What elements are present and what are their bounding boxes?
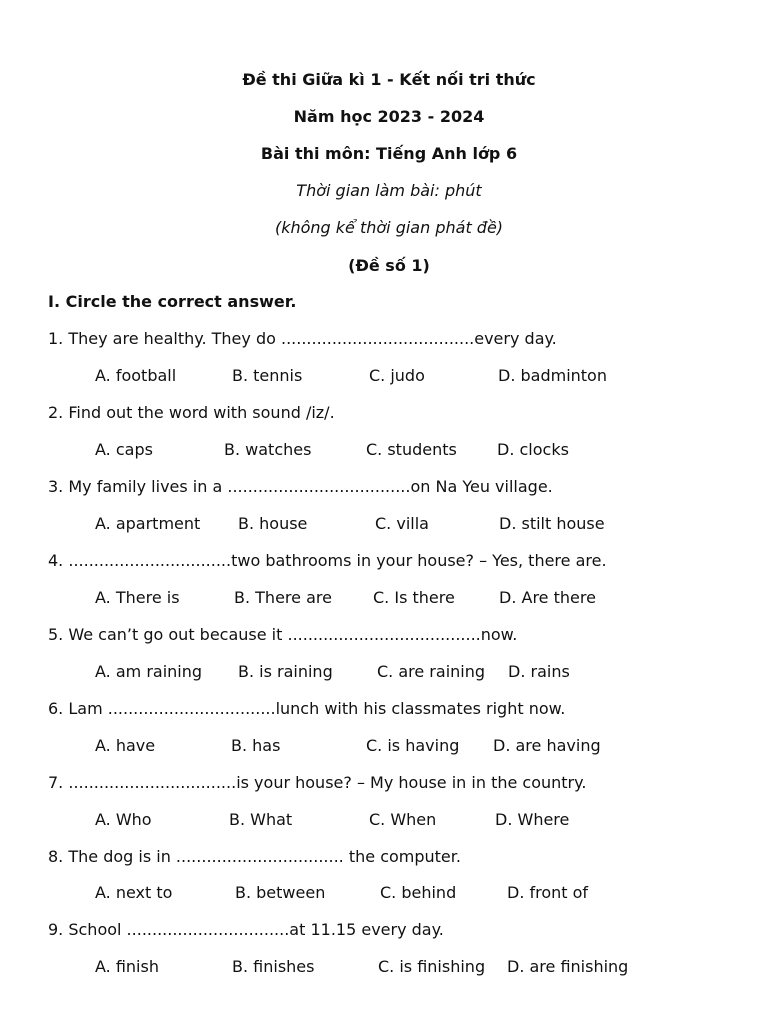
q7-option-c: C. When — [369, 810, 437, 829]
q6-option-b: B. has — [231, 736, 281, 755]
question-8: 8. The dog is in ................................. the computer. — [48, 847, 461, 866]
time-line: Thời gian làm bài: phút — [296, 181, 482, 200]
q7-option-b: B. What — [229, 810, 293, 829]
section-heading: I. Circle the correct answer. — [48, 292, 297, 311]
exam-version: (Đề số 1) — [348, 256, 430, 275]
q8-option-b: B. between — [235, 883, 326, 902]
q9-option-c: C. is finishing — [378, 957, 486, 976]
q7-option-d: D. Where — [495, 810, 570, 829]
q3-option-b: B. house — [238, 514, 308, 533]
q2-option-b: B. watches — [224, 440, 312, 459]
q5-option-b: B. is raining — [238, 662, 333, 681]
school-year: Năm học 2023 - 2024 — [293, 107, 485, 126]
q6-option-a: A. have — [95, 736, 156, 755]
q1-option-c: C. judo — [369, 366, 425, 385]
q9-option-d: D. are finishing — [507, 957, 629, 976]
q1-option-a: A. football — [95, 366, 177, 385]
q7-option-a: A. Who — [95, 810, 152, 829]
q4-option-c: C. Is there — [373, 588, 455, 607]
question-6: 6. Lam .................................lunch with his classmates right now. — [48, 699, 566, 718]
q9-option-a: A. finish — [95, 957, 159, 976]
q8-option-d: D. front of — [507, 883, 589, 902]
q1-option-b: B. tennis — [232, 366, 303, 385]
q4-option-d: D. Are there — [499, 588, 596, 607]
q4-option-b: B. There are — [234, 588, 332, 607]
q8-option-a: A. next to — [95, 883, 173, 902]
q1-option-d: D. badminton — [498, 366, 607, 385]
time-note: (không kể thời gian phát đề) — [274, 218, 504, 237]
exam-title: Đề thi Giữa kì 1 - Kết nối tri thức — [242, 70, 536, 89]
question-9: 9. School ................................at 11.15 every day. — [48, 920, 444, 939]
question-2: 2. Find out the word with sound /iz/. — [48, 403, 335, 422]
q9-option-b: B. finishes — [232, 957, 315, 976]
question-5: 5. We can’t go out because it ......................................now. — [48, 625, 518, 644]
q3-option-a: A. apartment — [95, 514, 201, 533]
q3-option-c: C. villa — [375, 514, 429, 533]
q2-option-d: D. clocks — [497, 440, 569, 459]
q3-option-d: D. stilt house — [499, 514, 605, 533]
q6-option-d: D. are having — [493, 736, 601, 755]
q5-option-a: A. am raining — [95, 662, 203, 681]
q2-option-c: C. students — [366, 440, 457, 459]
q2-option-a: A. caps — [95, 440, 153, 459]
q6-option-c: C. is having — [366, 736, 460, 755]
q8-option-c: C. behind — [380, 883, 457, 902]
subject-line: Bài thi môn: Tiếng Anh lớp 6 — [260, 144, 518, 163]
question-1: 1. They are healthy. They do ......................................every day. — [48, 329, 557, 348]
q4-option-a: A. There is — [95, 588, 180, 607]
question-4: 4. ................................two bathrooms in your house? – Yes, there are. — [48, 551, 607, 570]
question-3: 3. My family lives in a ....................................on Na Yeu village. — [48, 477, 553, 496]
question-7: 7. .................................is your house? – My house in in the country. — [48, 773, 587, 792]
q5-option-c: C. are raining — [377, 662, 486, 681]
q5-option-d: D. rains — [508, 662, 570, 681]
